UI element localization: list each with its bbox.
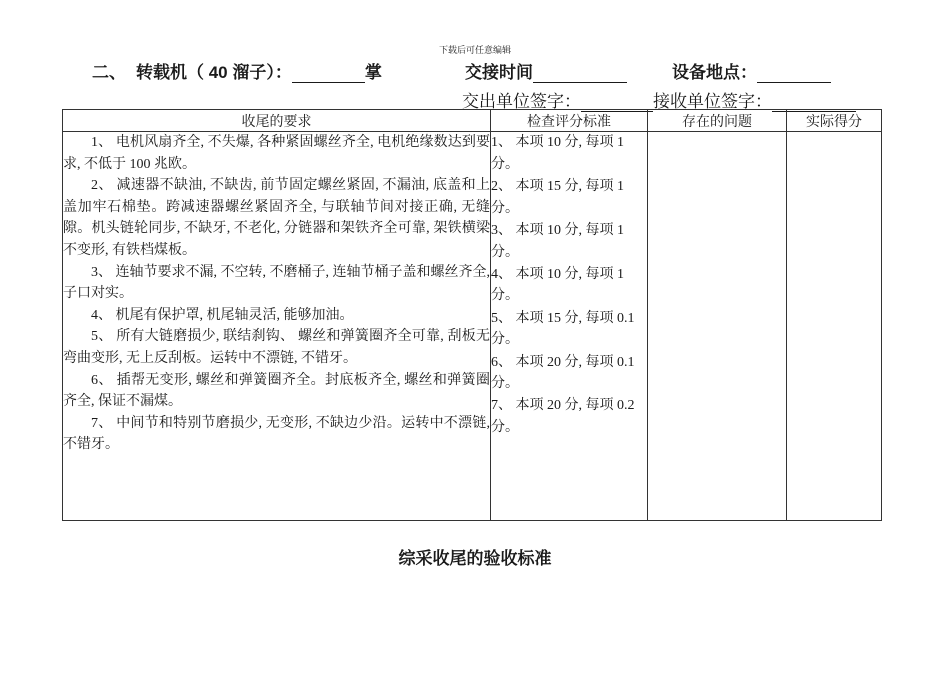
- requirement-item: 4、 机尾有保护罩, 机尾轴灵活, 能够加油。: [91, 307, 354, 323]
- location-label: 设备地点：: [672, 63, 757, 82]
- machine-label: [136, 58, 382, 83]
- problems-cell[interactable]: [648, 132, 787, 521]
- section-number: 二、: [92, 63, 126, 82]
- acceptance-table: [62, 109, 882, 521]
- criteria-item: 6、 本项 20 分, 每项 0.1 分。: [491, 354, 635, 392]
- column-header-requirements: 收尾的要求: [63, 110, 491, 132]
- column-header-score: 实际得分: [787, 110, 882, 132]
- criteria-item: 2、 本项 15 分, 每项 1 分。: [491, 178, 624, 216]
- handover-time-label: 交接时间: [465, 63, 533, 82]
- criteria-item: 4、 本项 10 分, 每项 1 分。: [491, 266, 624, 304]
- criteria-item: 5、 本项 15 分, 每项 0.1 分。: [491, 310, 635, 348]
- column-header-problems: 存在的问题: [648, 110, 787, 132]
- download-note: 下载后可任意编辑: [438, 45, 511, 55]
- criteria-cell: [491, 132, 648, 521]
- machine-label-text: 转载机（ 40 溜子）：: [136, 63, 292, 82]
- requirement-item: 7、 中间节和特别节磨损少, 无变形, 不缺边少沿。运转中不漂链, 不错牙。: [63, 415, 490, 453]
- receiving-unit-label: 接收单位签字：: [653, 92, 772, 111]
- location-blank: [757, 66, 831, 83]
- requirement-item: 2、 减速器不缺油, 不缺齿, 前节固定螺丝紧固, 不漏油, 底盖和上盖加牢石棉垫。跨减速器螺丝紧固齐全, 与联轴节间对接正确, 无缝隙。机头链轮同步, 不缺牙, 不老化, 分链器和架铁齐全可靠, 架铁横梁不变形, 有铁档煤板。: [63, 178, 490, 258]
- table-header-row: [63, 110, 882, 132]
- table-row: [63, 132, 882, 521]
- handover-time-blank: [533, 66, 627, 83]
- document-title: 综采收尾的验收标准: [398, 549, 552, 568]
- requirements-cell: [63, 132, 491, 521]
- requirement-item: 3、 连轴节要求不漏, 不空转, 不磨桶子, 连轴节桶子盖和螺丝齐全, 子口对实。: [63, 264, 490, 302]
- criteria-item: 1、 本项 10 分, 每项 1 分。: [491, 135, 624, 172]
- requirement-item: 1、 电机风扇齐全, 不失爆, 各种紧固螺丝齐全, 电机绝缘数达到要求, 不低于 100 兆欧。: [63, 135, 490, 172]
- column-header-criteria: 检查评分标准: [491, 110, 648, 132]
- handover-unit-label: 交出单位签字：: [462, 92, 581, 111]
- criteria-item: 7、 本项 20 分, 每项 0.2 分。: [491, 398, 635, 436]
- location: [672, 58, 831, 83]
- handover-time: [465, 58, 627, 83]
- requirement-item: 6、 插帮无变形, 螺丝和弹簧圈齐全。封底板齐全, 螺丝和弹簧圈齐全, 保证不漏煤。: [63, 372, 490, 410]
- criteria-item: 3、 本项 10 分, 每项 1 分。: [491, 222, 624, 260]
- machine-blank: [292, 66, 365, 83]
- score-cell[interactable]: [787, 132, 882, 521]
- requirement-item: 5、 所有大链磨损少, 联结刹钩、 螺丝和弹簧圈齐全可靠, 刮板无弯曲变形, 无上反刮板。运转中不漂链, 不错牙。: [63, 329, 490, 366]
- machine-suffix: 掌: [364, 63, 382, 82]
